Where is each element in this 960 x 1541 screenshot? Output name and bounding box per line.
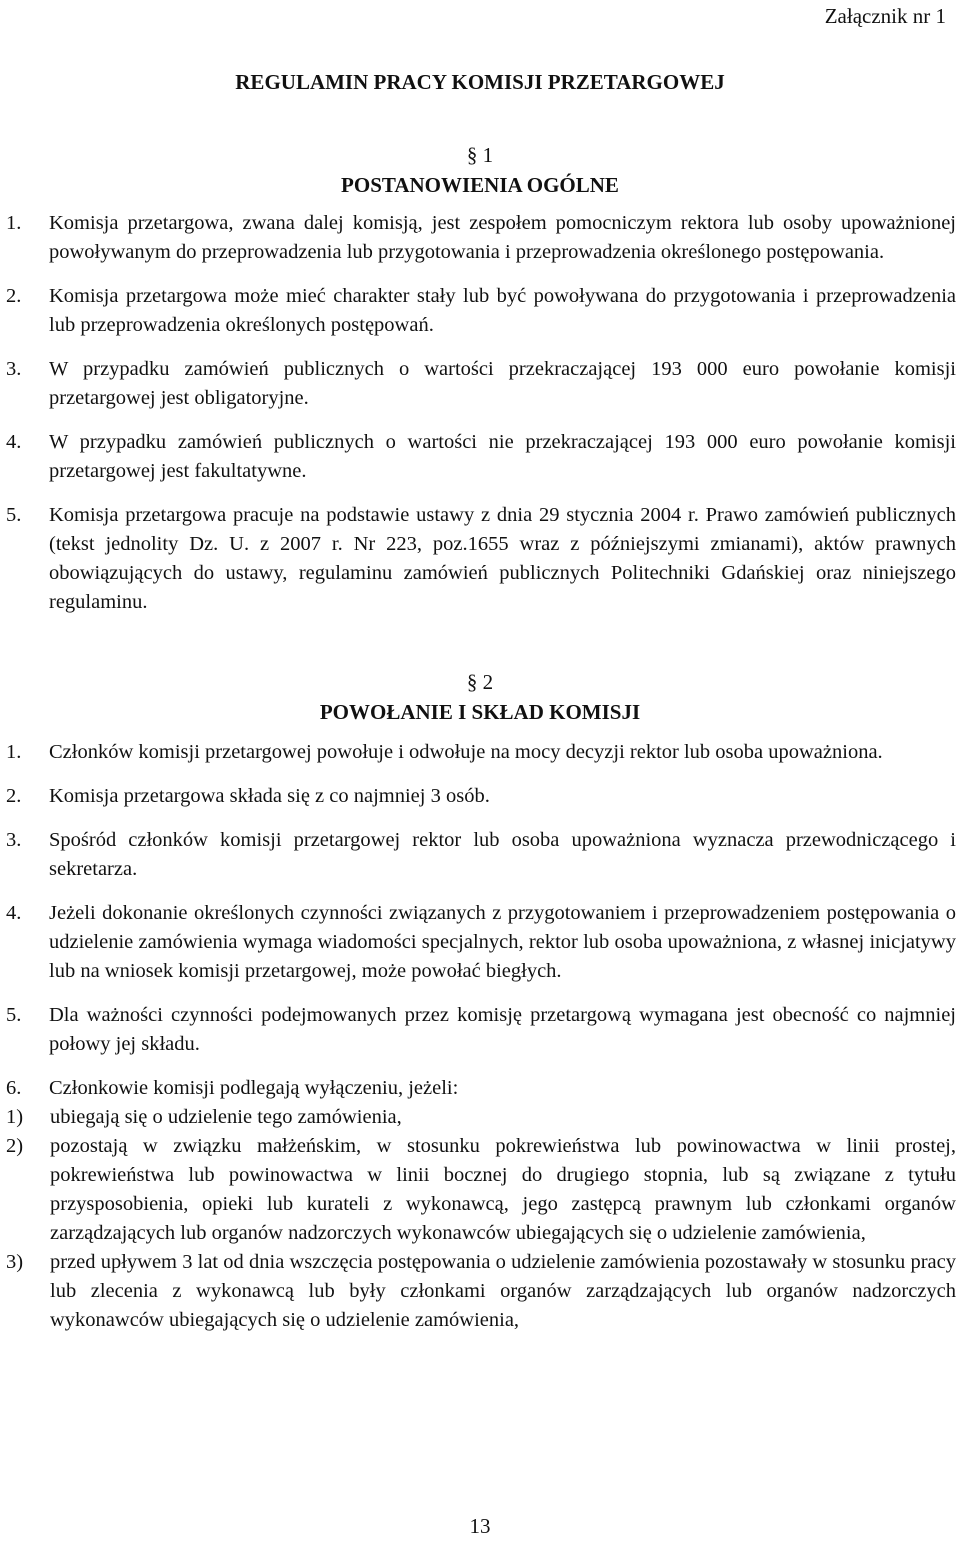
item-text: Jeżeli dokonanie określonych czynności związanych z przygotowaniem i przeprowadzeniem postępowania o udzielenie zamówienia wymaga wiadomości specjalnych, rektor lub osoba upoważniona, z własnej inicjatywy lub na wniosek komisji przetargowej, może powołać biegłych. <box>49 902 956 982</box>
item-number: 6. <box>6 1077 22 1099</box>
item-text: W przypadku zamówień publicznych o wartości przekraczającej 193 000 euro powołanie komisji przetargowej jest obligatoryjne. <box>49 358 956 409</box>
item-text: Komisja przetargowa pracuje na podstawie ustawy z dnia 29 stycznia 2004 r. Prawo zamówień publicznych (tekst jednolity Dz. U. z 2007 r. Nr 223, poz.1655 wraz z późniejszymi zmianami), aktów prawnych obowiązujących do ustawy, regulaminu zamówień publicznych Politechniki Gdańskiej oraz niniejszego regulaminu. <box>49 504 956 613</box>
item-text: Komisja przetargowa, zwana dalej komisją, jest zespołem pomocniczym rektora lub osoby upoważnionej powoływanym do przeprowadzenia lub przygotowania i przeprowadzenia określonego postępowania. <box>49 212 956 263</box>
item-number: 4. <box>6 902 22 924</box>
item-text: Dla ważności czynności podejmowanych przez komisję przetargową wymagana jest obecność co najmniej połowy jej składu. <box>49 1004 956 1055</box>
list-item <box>6 826 956 884</box>
list-item <box>6 1074 956 1335</box>
item-number: 1. <box>6 212 22 234</box>
item-text: Komisja przetargowa składa się z co najmniej 3 osób. <box>49 785 490 807</box>
item-text: Członków komisji przetargowej powołuje i odwołuje na mocy decyzji rektor lub osoba upoważniona. <box>49 741 883 763</box>
item-number: 1. <box>6 741 22 763</box>
item-number: 4. <box>6 431 22 453</box>
item-number: 2. <box>6 785 22 807</box>
document-title: REGULAMIN PRACY KOMISJI PRZETARGOWEJ <box>235 70 725 94</box>
list-item <box>6 782 956 811</box>
list-item <box>6 209 956 267</box>
section-1-items <box>6 209 956 617</box>
sub-item-text: przed upływem 3 lat od dnia wszczęcia postępowania o udzielenie zamówienia pozostawały w stosunku pracy lub zlecenia z wykonawcą lub były członkami organów zarządzających lub organów nadzorczych wykonawców ubiegających się o udzielenie zamówienia, <box>50 1251 956 1331</box>
section-2-heading: POWOŁANIE I SKŁAD KOMISJI <box>319 700 641 724</box>
list-item <box>6 428 956 486</box>
section-2-items <box>6 738 956 1335</box>
list-item <box>6 282 956 340</box>
section-1-header <box>0 140 960 200</box>
item-number: 2. <box>6 285 22 307</box>
sub-item-number: 3) <box>6 1251 24 1273</box>
item-6-lead: Członkowie komisji podlegają wyłączeniu, jeżeli: <box>49 1077 459 1099</box>
section-1-number: § 1 <box>466 143 494 167</box>
list-item <box>6 738 956 767</box>
item-text: Komisja przetargowa może mieć charakter stały lub być powoływana do przygotowania i przeprowadzenia lub przeprowadzenia określonych postępowań. <box>49 285 956 336</box>
sub-item-number: 2) <box>6 1135 24 1157</box>
section-2-header <box>0 667 960 727</box>
list-item <box>6 1001 956 1059</box>
annex-label: Załącznik nr 1 <box>824 4 946 28</box>
sub-item-text: ubiegają się o udzielenie tego zamówienia, <box>50 1106 402 1128</box>
item-number: 3. <box>6 829 22 851</box>
section-1-heading: POSTANOWIENIA OGÓLNE <box>341 173 619 197</box>
sub-item-text: pozostają w związku małżeńskim, w stosunku pokrewieństwa lub powinowactwa w linii prostej, pokrewieństwa lub powinowactwa w linii bocznej do drugiego stopnia, lub są związane z tytułu przysposobienia, opieki lub kurateli z wykonawcą, jego zastępcą prawnym lub członkami organów zarządzających lub organów nadzorczych wykonawców ubiegających się o udzielenie zamówienia, <box>50 1135 956 1244</box>
list-item <box>6 899 956 986</box>
item-number: 5. <box>6 504 22 526</box>
sub-item-number: 1) <box>6 1106 24 1128</box>
item-text: W przypadku zamówień publicznych o wartości nie przekraczającej 193 000 euro powołanie komisji przetargowej jest fakultatywne. <box>49 431 956 482</box>
page-number: 13 <box>469 1514 491 1538</box>
sub-list-item <box>6 1103 956 1132</box>
item-text: Spośród członków komisji przetargowej rektor lub osoba upoważniona wyznacza przewodniczącego i sekretarza. <box>49 829 956 880</box>
item-number: 3. <box>6 358 22 380</box>
section-2-number: § 2 <box>466 670 494 694</box>
item-number: 5. <box>6 1004 22 1026</box>
list-item <box>6 355 956 413</box>
sub-list-item <box>6 1132 956 1248</box>
sub-list-item <box>6 1248 956 1335</box>
list-item <box>6 501 956 617</box>
item-text <box>6 1074 956 1335</box>
